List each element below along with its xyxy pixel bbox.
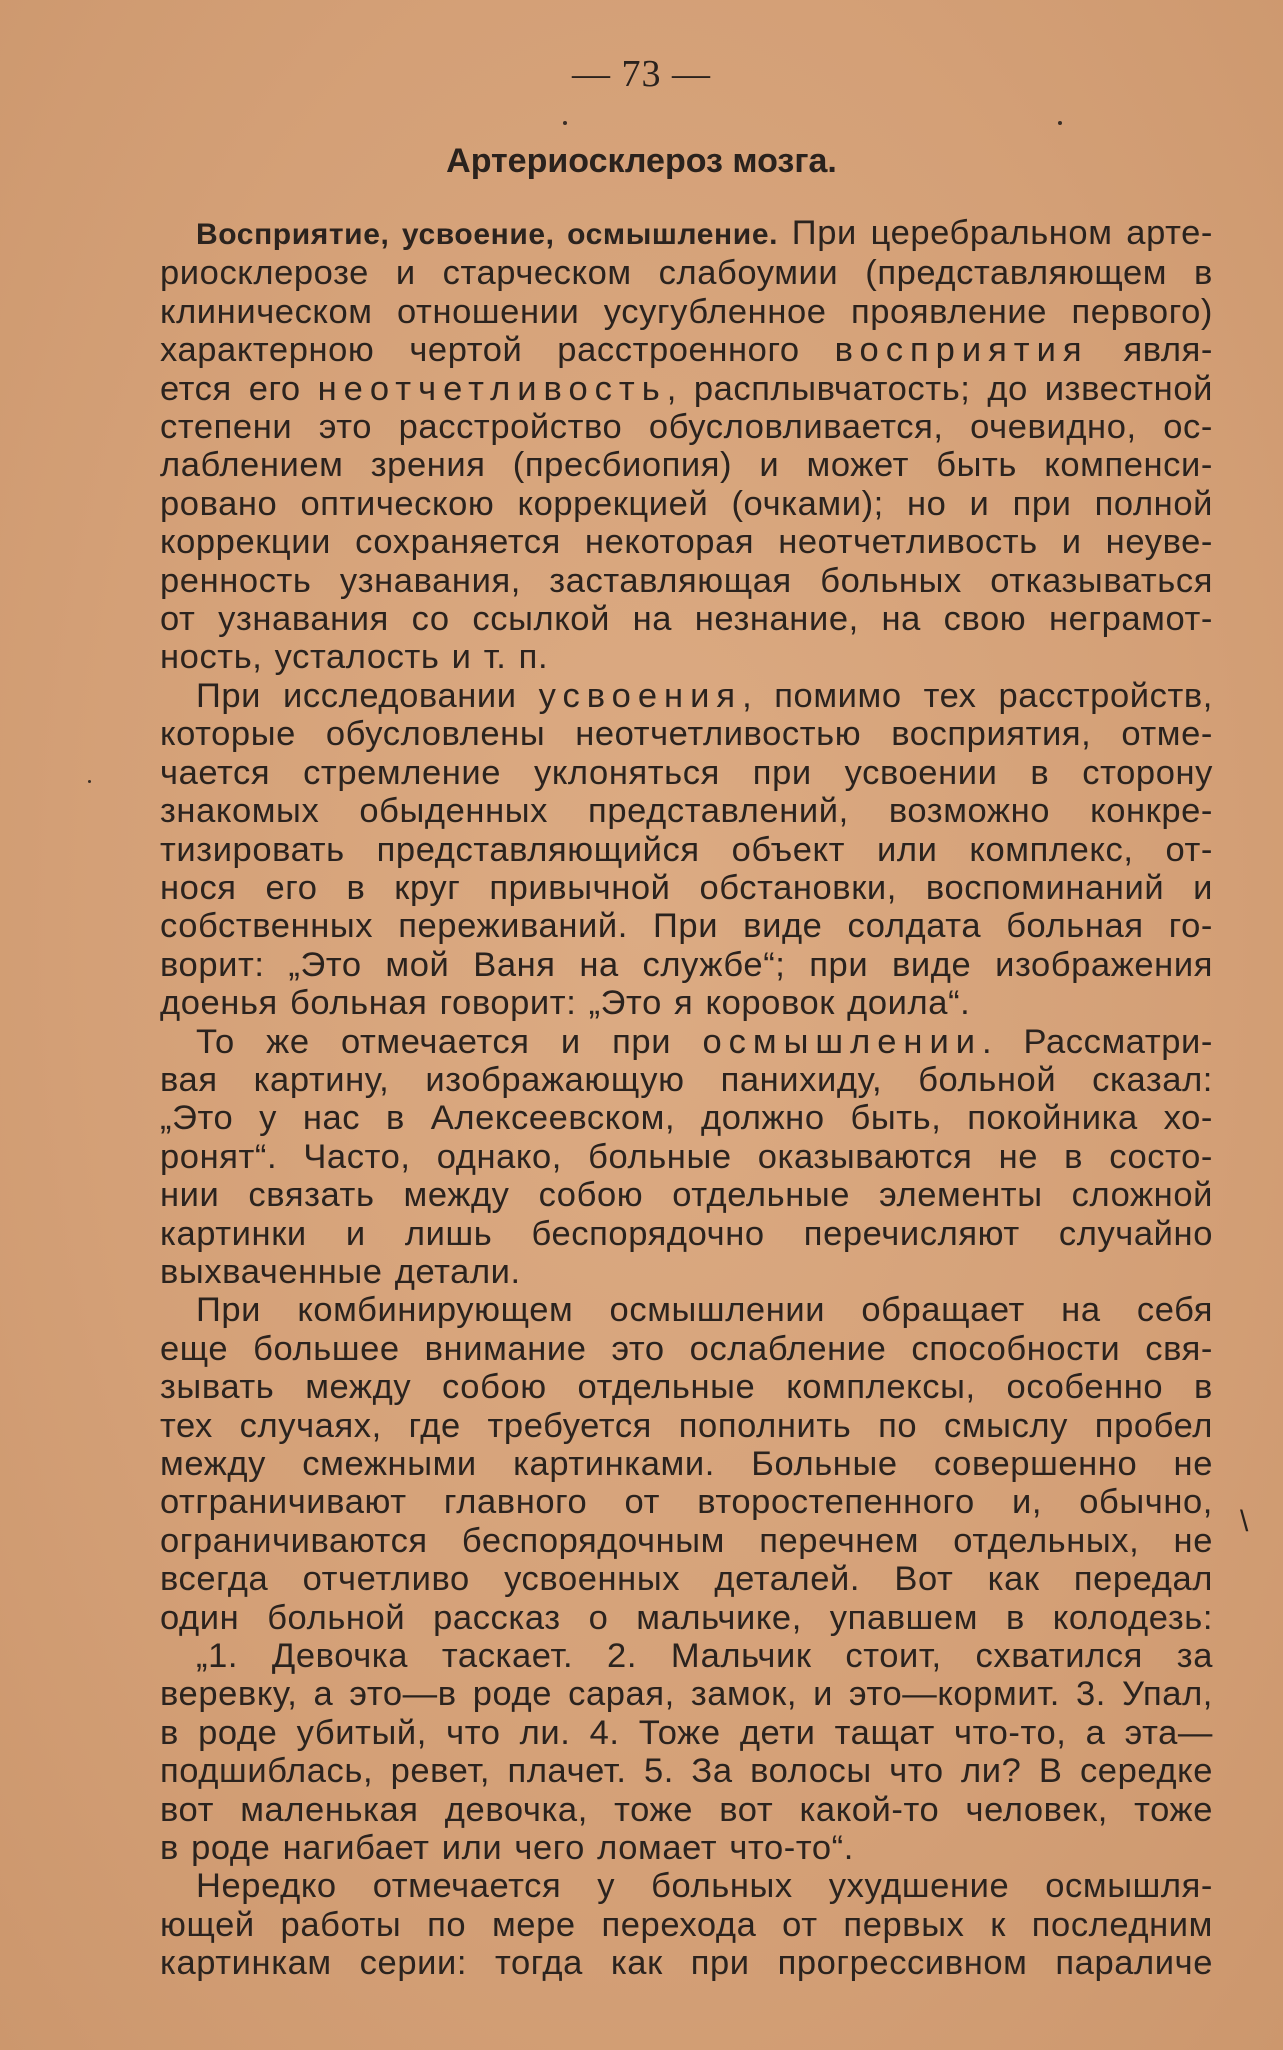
emphasized-term: восприятия <box>834 331 1089 370</box>
text-line: Восприятие, усвоение, осмышление. При церебральном арте- <box>196 214 1213 252</box>
text-line: картинки и лишь беспорядочно перечисляют случайно <box>160 1214 1213 1253</box>
text-line: нося его в круг привычной обстановки, воспоминаний и <box>160 868 1213 907</box>
text-line: всегда отчетливо усвоенных деталей. Вот как передал <box>160 1560 1213 1599</box>
text-line: ность, усталость и т. п. <box>160 638 549 677</box>
quoted-line: в роде нагибает или чего ломает что-то“. <box>160 1829 854 1868</box>
quoted-line: вот маленькая девочка, тоже вот какой-то человек, тоже <box>160 1790 1213 1829</box>
text-line: характерною чертой расстроенного восприятия явля- <box>160 331 1213 370</box>
text-line: тизировать представляющийся объект или комплекс, от- <box>160 830 1213 869</box>
text-line: коррекции сохраняется некоторая неотчетливость и неуве- <box>160 523 1213 562</box>
text-line: ровано оптическою коррекцией (очками); но и при полной <box>160 484 1213 523</box>
print-speck <box>88 780 91 783</box>
text-line: вая картину, изображающую панихиду, больной сказал: <box>160 1060 1213 1099</box>
text-line: знакомых обыденных представлений, возможно конкре- <box>160 792 1213 831</box>
text-line: То же отмечается и при осмышлении. Рассматри- <box>196 1022 1213 1061</box>
text-line: При исследовании усвоения, помимо тех расстройств, <box>196 676 1213 715</box>
text-line: ренность узнавания, заставляющая больных отказываться <box>160 561 1213 600</box>
text-line: лаблением зрения (пресбиопия) и может быть компенси- <box>160 446 1213 485</box>
text-line: собственных переживаний. При виде солдата больная го- <box>160 907 1213 946</box>
emphasized-term: усвоения <box>538 676 743 715</box>
lead-in-phrase: Восприятие, усвоение, осмышление. <box>196 218 779 251</box>
print-speck <box>1058 121 1062 125</box>
text-line: картинкам серии: тогда как при прогрессивном параличе <box>160 1944 1213 1983</box>
quoted-line: подшиблась, ревет, плачет. 5. За волосы что ли? В середке <box>160 1752 1213 1791</box>
quoted-line: „1. Девочка таскает. 2. Мальчик стоит, схватился за <box>196 1637 1213 1676</box>
text-line: между смежными картинками. Больные совершенно не <box>160 1445 1213 1483</box>
text-line: риосклерозе и старческом слабоумии (представляющем в <box>160 254 1213 293</box>
quoted-line: веревку, а это—в роде сарая, замок, и это—кормит. 3. Упал, <box>160 1675 1213 1714</box>
text-line: зывать между собою отдельные комплексы, особенно в <box>160 1368 1213 1407</box>
text-line: При комбинирующем осмышлении обращает на себя <box>196 1291 1213 1330</box>
text-line: чается стремление уклоняться при усвоении в сторону <box>160 753 1213 792</box>
page-number: — 73 — <box>572 53 711 95</box>
text-line: ронят“. Часто, однако, больные оказываются не в состо- <box>160 1137 1213 1176</box>
body-text <box>160 214 1213 1983</box>
text-line: еще большее внимание это ослабление способности свя- <box>160 1329 1213 1368</box>
text-line: „Это у нас в Алексеевском, должно быть, покойника хо- <box>160 1099 1213 1138</box>
margin-pencil-mark: \ <box>1240 1505 1249 1538</box>
text-line: отграничивают главного от второстепенного и, обычно, <box>160 1483 1213 1522</box>
text-line: ограничиваются беспорядочным перечнем отдельных, не <box>160 1521 1213 1560</box>
text-line: доенья больная говорит: „Это я коровок доила“. <box>160 984 971 1023</box>
quoted-line: в роде убитый, что ли. 4. Тоже дети тащат что-то, а эта— <box>160 1713 1213 1752</box>
text-line: ется его неотчетливость, расплывчатость; до известной <box>160 369 1213 408</box>
text-line: которые обусловлены неотчетливостью восприятия, отме- <box>160 715 1213 754</box>
text-line: клиническом отношении усугубленное проявление первого) <box>160 292 1213 331</box>
emphasized-term: осмышлении <box>702 1022 982 1061</box>
text-line: тех случаях, где требуется пополнить по смыслу пробел <box>160 1406 1213 1445</box>
text-line: степени это расстройство обусловливается, очевидно, ос- <box>160 408 1213 447</box>
text-line: один больной рассказ о мальчике, упавшем в колодезь: <box>160 1598 1213 1637</box>
text-line: ворит: „Это мой Ваня на службе“; при виде изображения <box>160 945 1213 984</box>
text-line: от узнавания со ссылкой на незнание, на свою неграмот- <box>160 600 1213 639</box>
text-line: Нередко отмечается у больных ухудшение осмышля- <box>196 1867 1213 1906</box>
text-line: ющей работы по мере перехода от первых к последним <box>160 1905 1213 1944</box>
text-line: нии связать между собою отдельные элементы сложной <box>160 1176 1213 1215</box>
text-line: выхваченные детали. <box>160 1252 521 1291</box>
emphasized-term: неотчетливость <box>317 369 667 408</box>
section-heading: Артериосклероз мозга. <box>446 142 837 180</box>
print-speck <box>563 121 567 125</box>
